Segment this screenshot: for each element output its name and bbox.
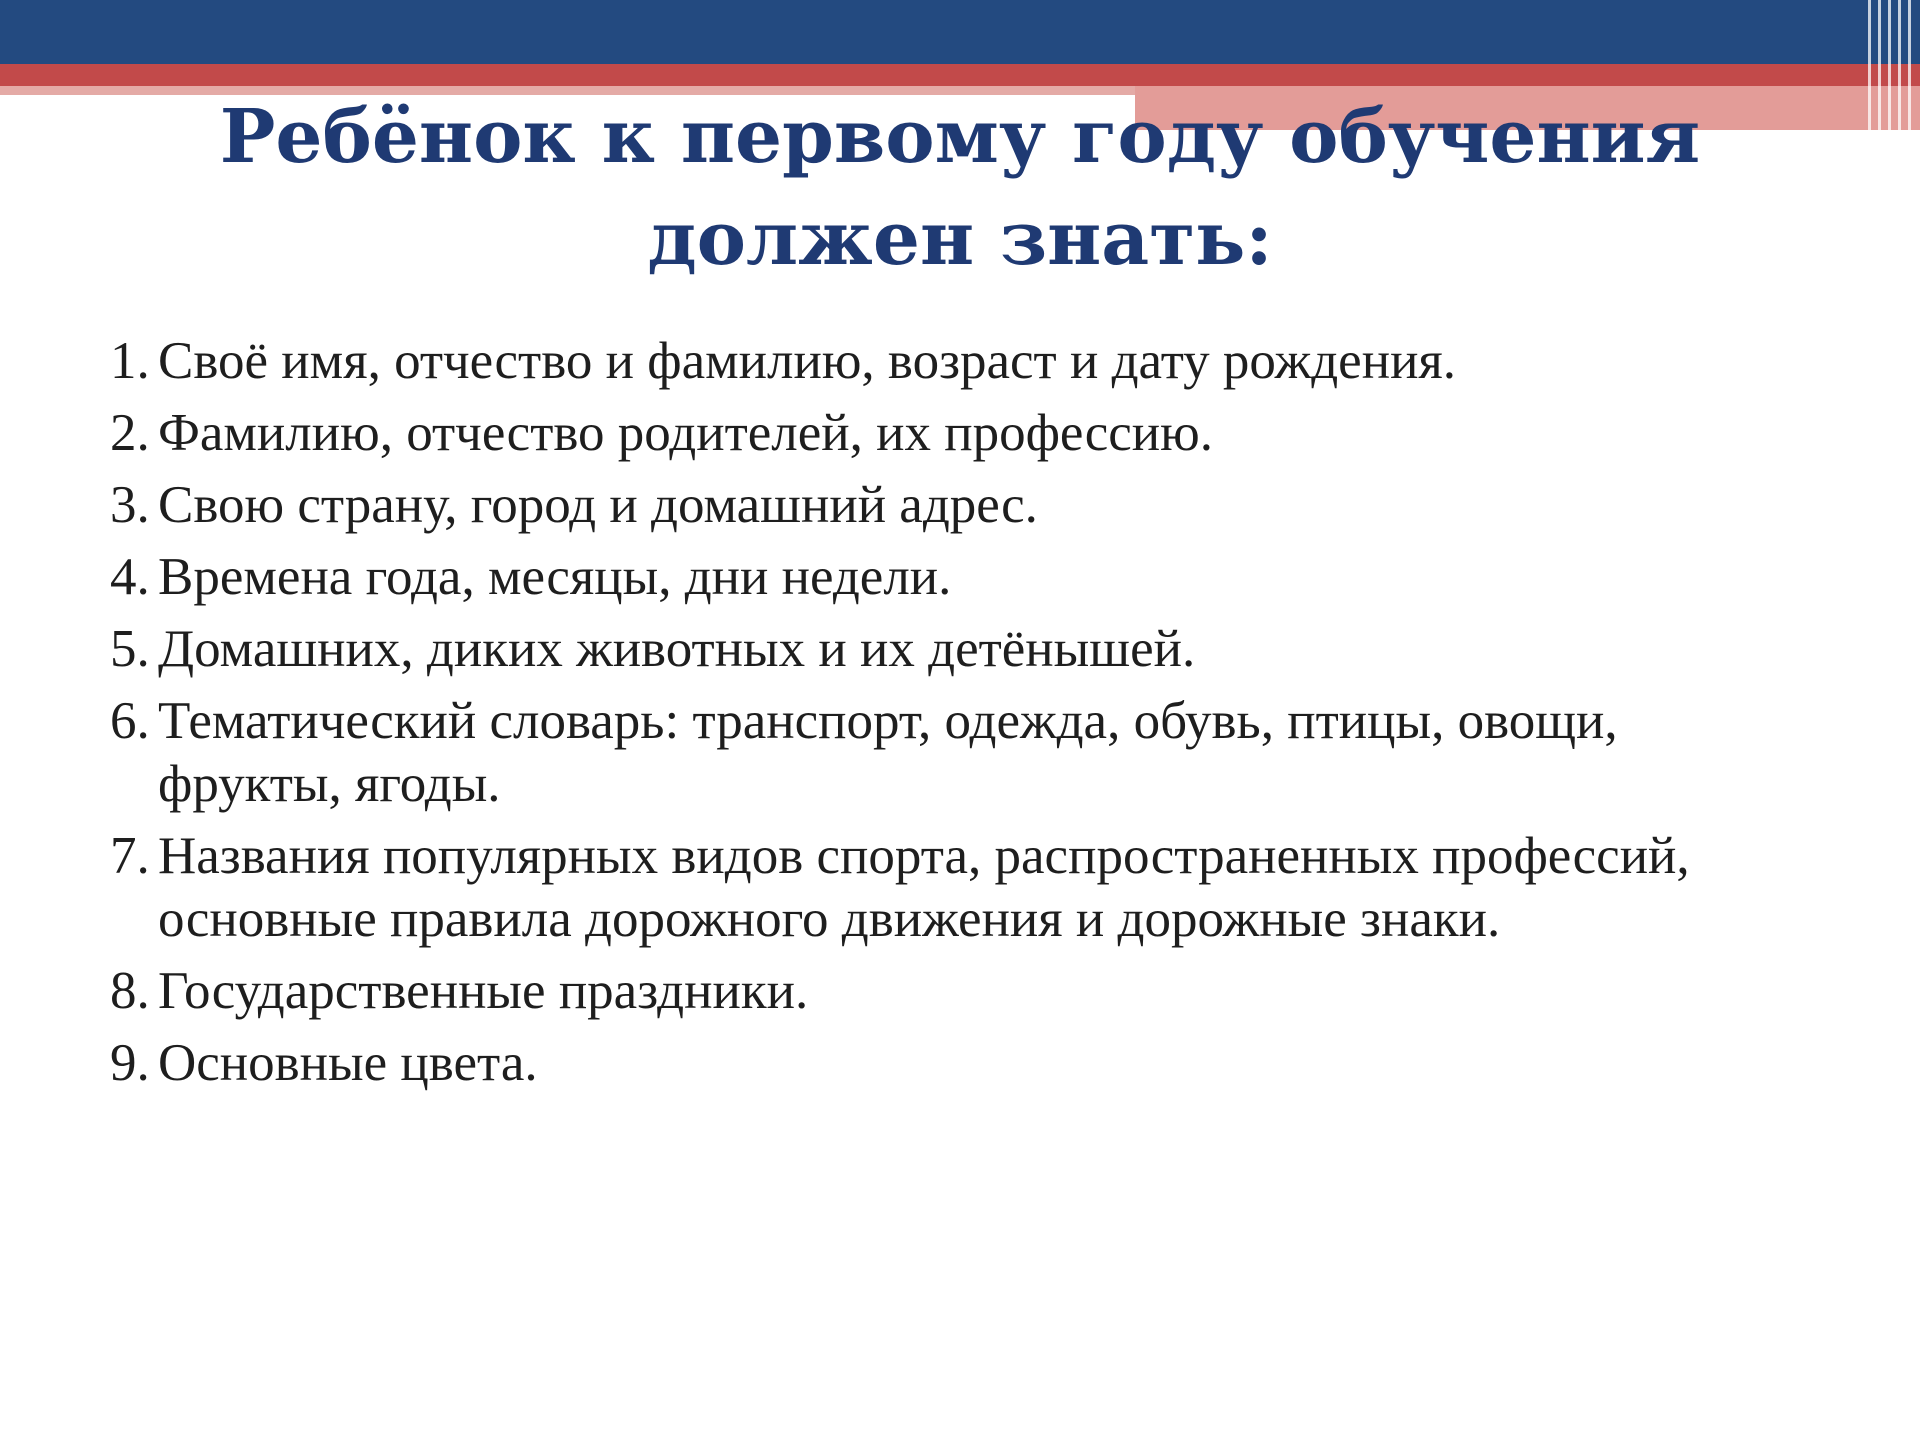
list-item-text: Тематический словарь: транспорт, одежда, обувь, птицы, овощи, фрукты, ягоды. [158, 692, 1618, 813]
list-item [110, 546, 1810, 609]
list-item-text: Своё имя, отчество и фамилию, возраст и дату рождения. [158, 332, 1457, 390]
list-item-number: 9. [110, 1034, 150, 1092]
header-bar-blue [0, 0, 1920, 64]
slide-title-line-1: Ребёнок к первому году обучения [219, 94, 1701, 180]
list-item-text: Времена года, месяцы, дни недели. [158, 548, 952, 606]
list-item [110, 1032, 1810, 1095]
header-bar-red [0, 64, 1920, 86]
list-item-number: 5. [110, 620, 150, 678]
slide-title-line-2: должен знать: [647, 196, 1273, 282]
list-item-number: 3. [110, 476, 150, 534]
list-item-text: Основные цвета. [158, 1034, 538, 1092]
list-item-number: 7. [110, 827, 150, 885]
list-item [110, 330, 1810, 393]
list-item [110, 825, 1810, 951]
list-item-number: 8. [110, 962, 150, 1020]
list-item-text: Государственные праздники. [158, 962, 809, 1020]
slide-title [0, 86, 1920, 290]
list-item-number: 2. [110, 404, 150, 462]
list-item [110, 402, 1810, 465]
list-item [110, 474, 1810, 537]
list-item-number: 4. [110, 548, 150, 606]
list-item [110, 960, 1810, 1023]
knowledge-list [110, 330, 1810, 1104]
list-item-text: Домашних, диких животных и их детёнышей. [158, 620, 1196, 678]
list-item-text: Фамилию, отчество родителей, их профессию. [158, 404, 1214, 462]
list-item-text: Свою страну, город и домашний адрес. [158, 476, 1038, 534]
list-item-number: 1. [110, 332, 150, 390]
list-item-text: Названия популярных видов спорта, распространенных профессий, основные правила дорожного движения и дорожные знаки. [158, 827, 1690, 948]
list-item [110, 618, 1810, 681]
list-item [110, 690, 1810, 816]
list-item-number: 6. [110, 692, 150, 750]
